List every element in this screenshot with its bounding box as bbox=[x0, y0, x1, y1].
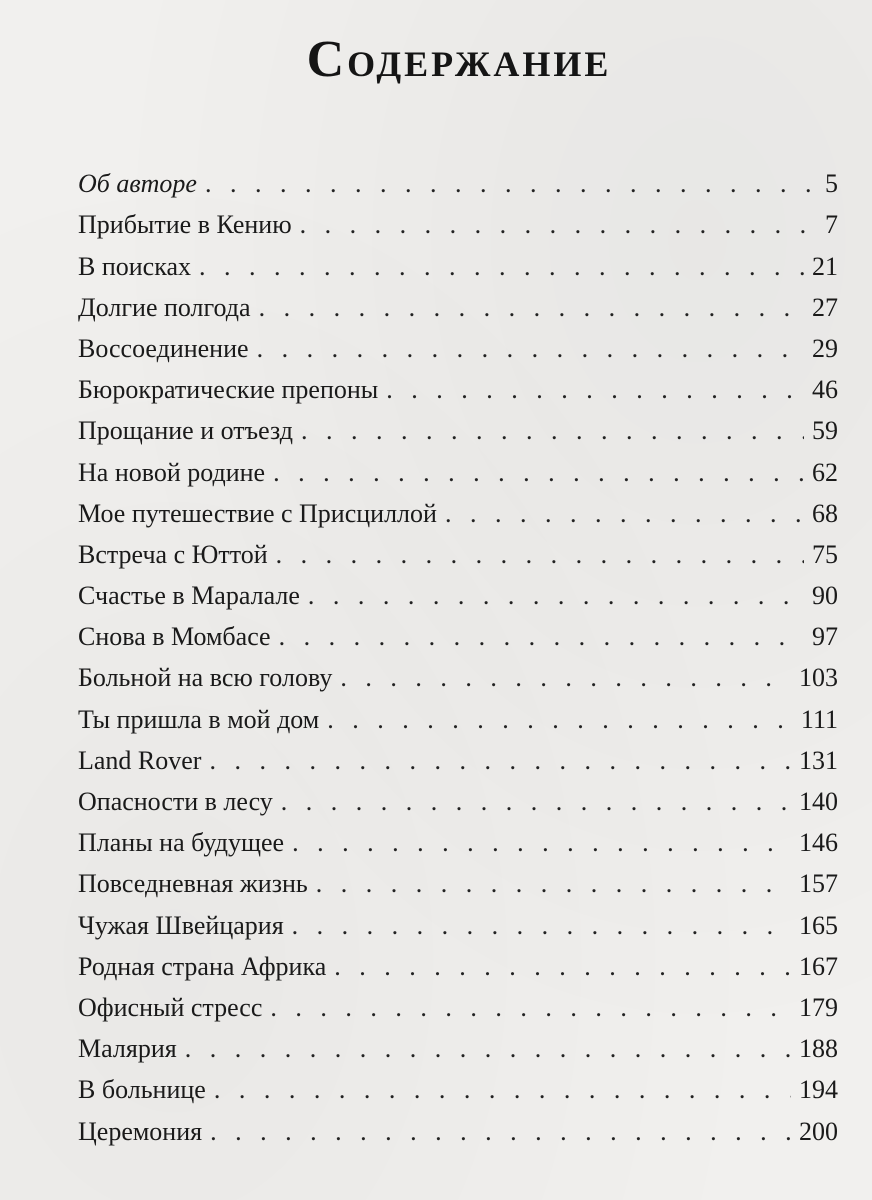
toc-entry-page-number: 188 bbox=[799, 1034, 838, 1064]
toc-entry-title: Прибытие в Кению bbox=[78, 210, 292, 240]
toc-entry-page-number: 157 bbox=[799, 869, 838, 899]
toc-entry bbox=[78, 817, 838, 858]
toc-entry-page-number: 5 bbox=[825, 169, 838, 199]
toc-entry-page-number: 200 bbox=[799, 1116, 838, 1146]
toc-entry-page-number: 59 bbox=[812, 416, 838, 446]
toc-entry-page-number: 97 bbox=[812, 622, 838, 652]
toc-entry-title: Офисный стресс bbox=[78, 992, 263, 1022]
toc-entry-title: Бюрократические препоны bbox=[78, 375, 379, 405]
toc-entry bbox=[78, 1105, 838, 1146]
toc-entry-title: Долгие полгода bbox=[78, 292, 251, 322]
toc-dot-leader bbox=[270, 993, 791, 1023]
toc-entry-page-number: 140 bbox=[799, 787, 838, 816]
toc-entry bbox=[78, 529, 838, 570]
toc-entry-page-number: 29 bbox=[812, 333, 838, 363]
table-of-contents bbox=[78, 158, 838, 1147]
toc-entry-title: Опасности в лесу bbox=[78, 787, 273, 816]
toc-entry-page-number: 167 bbox=[799, 951, 838, 981]
toc-dot-leader bbox=[292, 911, 791, 941]
toc-entry bbox=[78, 364, 838, 405]
toc-dot-leader bbox=[276, 540, 804, 570]
toc-entry bbox=[78, 941, 838, 982]
toc-dot-leader bbox=[279, 622, 804, 652]
toc-entry-title: Малярия bbox=[78, 1034, 177, 1064]
toc-entry bbox=[78, 652, 838, 693]
toc-entry bbox=[78, 323, 838, 364]
toc-entry bbox=[78, 776, 838, 817]
toc-dot-leader bbox=[300, 210, 817, 240]
toc-entry-page-number: 7 bbox=[825, 210, 838, 240]
toc-entry bbox=[78, 405, 838, 446]
toc-entry-page-number: 146 bbox=[799, 828, 838, 858]
toc-entry-page-number: 179 bbox=[799, 992, 838, 1022]
toc-dot-leader bbox=[205, 169, 817, 199]
toc-entry-title: Планы на будущее bbox=[78, 828, 285, 858]
toc-entry-page-number: 21 bbox=[812, 251, 838, 281]
toc-dot-leader bbox=[301, 416, 804, 446]
toc-dot-leader bbox=[209, 746, 791, 776]
toc-entry-page-number: 27 bbox=[812, 292, 838, 322]
toc-dot-leader bbox=[214, 1075, 791, 1105]
toc-dot-leader bbox=[257, 334, 804, 364]
toc-entry-page-number: 165 bbox=[799, 910, 838, 940]
toc-entry-title: Land Rover bbox=[78, 745, 202, 775]
toc-entry-title: Повседневная жизнь bbox=[78, 869, 308, 899]
toc-entry-title: Об авторе bbox=[78, 169, 197, 199]
toc-entry bbox=[78, 570, 838, 611]
toc-entry-title: Мое путешествие с Присциллой bbox=[78, 498, 437, 528]
toc-entry bbox=[78, 611, 838, 652]
toc-dot-leader bbox=[316, 869, 791, 899]
toc-entry-page-number: 111 bbox=[800, 704, 838, 734]
toc-entry bbox=[78, 899, 838, 940]
toc-dot-leader bbox=[199, 252, 804, 282]
toc-entry-title: Снова в Момбасе bbox=[78, 622, 271, 652]
toc-dot-leader bbox=[308, 581, 804, 611]
toc-dot-leader bbox=[210, 1117, 791, 1147]
toc-entry-page-number: 90 bbox=[812, 581, 838, 611]
toc-entry-title: Чужая Швейцария bbox=[78, 910, 284, 940]
toc-entry-title: Ты пришла в мой дом bbox=[78, 704, 320, 734]
toc-dot-leader bbox=[340, 663, 791, 693]
toc-entry bbox=[78, 1023, 838, 1064]
toc-entry-page-number: 46 bbox=[812, 375, 838, 405]
toc-entry-title: Больной на всю голову bbox=[78, 663, 333, 693]
toc-entry-page-number: 103 bbox=[799, 663, 838, 693]
toc-entry bbox=[78, 282, 838, 323]
toc-entry-title: В больнице bbox=[78, 1075, 206, 1105]
toc-entry bbox=[78, 488, 838, 529]
toc-entry bbox=[78, 240, 838, 281]
toc-entry-page-number: 194 bbox=[799, 1075, 838, 1105]
toc-dot-leader bbox=[185, 1034, 791, 1064]
toc-entry-title: Воссоединение bbox=[78, 333, 249, 363]
page-title: Содержание bbox=[306, 31, 612, 88]
toc-entry bbox=[78, 1064, 838, 1105]
toc-entry bbox=[78, 446, 838, 487]
toc-dot-leader bbox=[259, 293, 804, 323]
toc-entry-title: Счастье в Маралале bbox=[78, 581, 300, 611]
toc-dot-leader bbox=[281, 787, 791, 817]
toc-entry-page-number: 62 bbox=[812, 457, 838, 487]
toc-entry-page-number: 68 bbox=[812, 498, 838, 528]
toc-entry-title: На новой родине bbox=[78, 457, 266, 487]
toc-dot-leader bbox=[273, 458, 804, 488]
toc-entry bbox=[78, 858, 838, 899]
toc-entry-title: В поисках bbox=[78, 251, 191, 281]
toc-entry-title: Родная страна Африка bbox=[78, 951, 327, 981]
toc-entry-title: Церемония bbox=[78, 1116, 203, 1146]
toc-dot-leader bbox=[445, 499, 804, 529]
toc-entry-page-number: 131 bbox=[799, 745, 838, 775]
toc-entry bbox=[78, 735, 838, 776]
toc-entry bbox=[78, 982, 838, 1023]
toc-entry bbox=[78, 199, 838, 240]
toc-dot-leader bbox=[334, 952, 791, 982]
toc-dot-leader bbox=[327, 705, 793, 735]
toc-entry-title: Прощание и отъезд bbox=[78, 416, 293, 446]
toc-dot-leader bbox=[292, 828, 791, 858]
toc-entry-page-number: 75 bbox=[812, 539, 838, 569]
toc-entry-title: Встреча с Юттой bbox=[78, 539, 268, 569]
toc-entry bbox=[78, 158, 838, 199]
toc-dot-leader bbox=[386, 375, 804, 405]
toc-entry bbox=[78, 693, 838, 734]
